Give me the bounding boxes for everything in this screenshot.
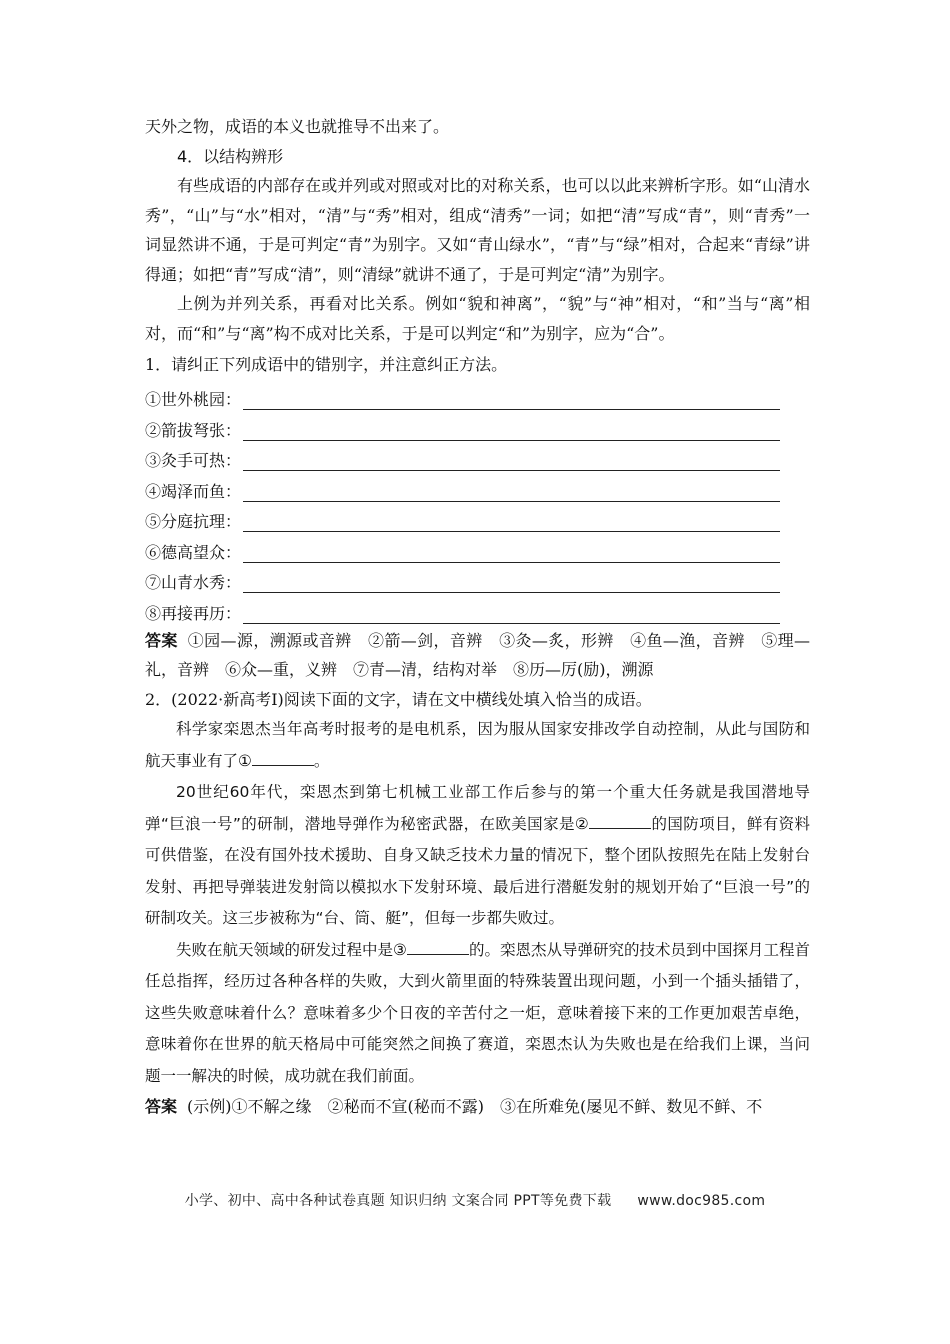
- passage-paragraph-1: [145, 714, 810, 777]
- answer-label: 答案: [145, 1097, 178, 1116]
- passage-text: 失败在航天领域的研发过程中是③: [176, 940, 407, 959]
- answer-label: 答案: [145, 630, 178, 650]
- fill-item-label: ⑧再接再历：: [145, 603, 242, 623]
- answer-blank-line[interactable]: [243, 420, 780, 441]
- fill-item: [145, 410, 810, 441]
- question-1-prompt: 1．请纠正下列成语中的错别字，并注意纠正方法。: [145, 355, 508, 374]
- question-1-answer: [145, 626, 810, 685]
- fill-item: [145, 532, 810, 563]
- passage-paragraph-3: [145, 935, 810, 1093]
- paragraph-contrast-example: 上例为并列关系，再看对比关系。例如“貌和神离”，“貌”与“神”相对，“和”当与“离”相对，而“和”与“离”构不成对比关系，于是可以判定“和”为别字，应为“合”。: [145, 294, 810, 343]
- fill-item-label: ③灸手可热：: [145, 451, 242, 470]
- answer-text: (示例)①不解之缘 ②秘而不宣(秘而不露) ③在所难免(屡见不鲜、数见不鲜、不: [187, 1097, 763, 1116]
- passage-paragraph-2: [145, 777, 810, 935]
- passage-text: 的国防项目，鲜有资料可供借鉴，在没有国外技术援助、自身又缺乏技术力量的情况下，整个团队按照先在陆上发射台发射、再把导弹装进发射筒以模拟水下发射环境、最后进行潜艇发射的规划开始了“巨浪一号”的研制攻关。这三步被称为“台、筒、艇”，但每一步都失败过。: [145, 814, 810, 927]
- fill-item: [145, 441, 810, 472]
- passage-text: 20世纪60年代，栾恩杰到第七机械工业部工作后参与的第一个重大任务就是我国潜地导弹“巨浪一号”的研制，潜地导弹作为秘密武器，在欧美国家是②: [145, 783, 810, 833]
- document-body: [145, 112, 810, 1122]
- fill-item-label: ②箭拔弩张：: [145, 420, 242, 440]
- section-heading: 4．以结构辨形: [177, 146, 284, 166]
- fill-item-label: ⑦山青水秀：: [145, 573, 242, 592]
- fill-item-label: ④竭泽而鱼：: [145, 481, 242, 501]
- passage-text: 的。栾恩杰从导弹研究的技术员到中国探月工程首任总指挥，经历过各种各样的失败，大到火箭里面的特殊装置出现问题，小到一个插头插错了，这些失败意味着什么？意味着多少个日夜的辛苦付之一炬，意味着接下来的工作更加艰苦卓绝，意味着你在世界的航天格局中可能突然之间换了赛道，栾恩杰认为失败也是在给我们上课，当问题一一解决的时候，成功就在我们前面。: [145, 940, 810, 1085]
- paragraph-continuation: 天外之物，成语的本义也就推导不出来了。: [145, 117, 450, 136]
- fill-item: [145, 380, 810, 411]
- fill-item: [145, 502, 810, 533]
- passage-blank-2[interactable]: [589, 812, 651, 829]
- fill-item-label: ⑤分庭抗理：: [145, 512, 242, 531]
- question-1-fill-list: [145, 380, 810, 624]
- fill-item: [145, 593, 810, 624]
- fill-item: [145, 471, 810, 502]
- question-2-prompt: 2．(2022·新高考Ⅰ)阅读下面的文字，请在文中横线处填入恰当的成语。: [145, 689, 652, 709]
- answer-blank-line[interactable]: [243, 481, 780, 502]
- footer-text: 小学、初中、高中各种试卷真题 知识归纳 文案合同 PPT等免费下载: [184, 1193, 612, 1209]
- footer-url-link[interactable]: www.doc985.com: [637, 1193, 766, 1209]
- fill-item-label: ⑥德高望众：: [145, 542, 242, 562]
- answer-blank-line[interactable]: [243, 450, 780, 471]
- passage-text: 科学家栾恩杰当年高考时报考的是电机系，因为服从国家安排改学自动控制，从此与国防和航天事业有了①: [145, 720, 810, 770]
- answer-blank-line[interactable]: [243, 511, 780, 532]
- fill-item-label: ①世外桃园：: [145, 390, 242, 409]
- answer-blank-line[interactable]: [243, 603, 780, 624]
- passage-blank-3[interactable]: [407, 938, 469, 955]
- question-2-answer: [145, 1092, 810, 1122]
- answer-blank-line[interactable]: [243, 572, 780, 593]
- passage-blank-1[interactable]: [252, 749, 314, 766]
- answer-blank-line[interactable]: [243, 542, 780, 563]
- paragraph-structure-method: 有些成语的内部存在或并列或对照或对比的对称关系，也可以以此来辨析字形。如“山清水秀”，“山”与“水”相对，“清”与“秀”相对，组成“清秀”一词；如把“清”写成“青”，则“青秀”一词显然讲不通，于是可判定“青”为别字。又如“青山绿水”，“青”与“绿”相对，合起来“青绿”讲得通；如把“青”写成“清”，则“清绿”就讲不通了，于是可判定“清”为别字。: [145, 176, 810, 284]
- fill-item: [145, 563, 810, 594]
- passage-text: 。: [313, 751, 330, 770]
- page-footer: [0, 1190, 950, 1210]
- answer-text: ①园—源，溯源或音辨 ②箭—剑，音辨 ③灸—炙，形辨 ④鱼—渔，音辨 ⑤理—礼，音辨 ⑥众—重，义辨 ⑦青—清，结构对举 ⑧历—厉(励)，溯源: [145, 630, 810, 679]
- answer-blank-line[interactable]: [243, 389, 780, 410]
